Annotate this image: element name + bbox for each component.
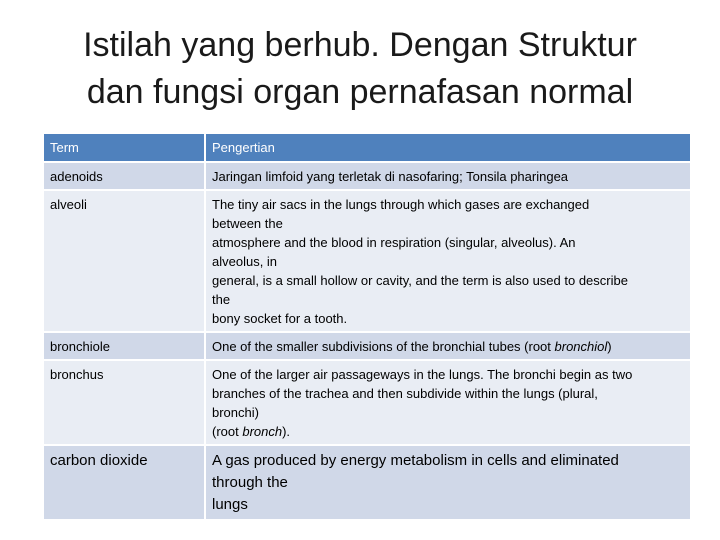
term-cell: carbon dioxide: [43, 445, 205, 520]
definition-line: general, is a small hollow or cavity, and the term is also used to describe: [212, 273, 628, 288]
term-cell: alveoli: [43, 190, 205, 332]
definition-line: bony socket for a tooth.: [212, 311, 348, 326]
slide-title-line-2: dan fungsi organ pernafasan normal: [86, 73, 634, 111]
definition-line: Jaringan limfoid yang terletak di nasofaring; Tonsila pharingea: [212, 169, 569, 184]
definition-root-italic: bronchiol: [554, 339, 608, 354]
definition-line: bronchi): [212, 405, 259, 420]
terms-table: [42, 132, 692, 521]
definition-line: [212, 422, 684, 441]
definition-line: alveolus, in: [212, 254, 278, 269]
header-term: Term: [43, 133, 205, 162]
definition-line: One of the larger air passageways in the lungs. The bronchi begin as two: [212, 367, 633, 382]
definition-cell: [205, 332, 691, 360]
definition-cell: [205, 162, 691, 190]
definition-suffix: ).: [282, 424, 291, 439]
definition-line: branches of the trachea and then subdivide within the lungs (plural,: [212, 386, 598, 401]
definition-line: [212, 337, 684, 356]
definition-line: atmosphere and the blood in respiration (singular, alveolus). An: [212, 235, 576, 250]
table-header-row: [43, 133, 691, 162]
table-row-adenoids: [43, 162, 691, 190]
definition-prefix: (root: [212, 424, 243, 439]
term-cell: bronchus: [43, 360, 205, 445]
definition-cell: [205, 190, 691, 332]
table-row-bronchiole: [43, 332, 691, 360]
definition-text: One of the smaller subdivisions of the bronchial tubes (root: [212, 339, 555, 354]
definition-root-italic: bronch: [242, 424, 283, 439]
slide-title-line-1: Istilah yang berhub. Dengan Struktur: [83, 26, 637, 64]
table-row-alveoli: [43, 190, 691, 332]
definition-cell: [205, 360, 691, 445]
table-row-bronchus: [43, 360, 691, 445]
term-cell: bronchiole: [43, 332, 205, 360]
definition-line: The tiny air sacs in the lungs through which gases are exchanged: [212, 197, 590, 212]
definition-line: between the: [212, 216, 283, 231]
definition-line: through the: [212, 474, 288, 491]
definition-suffix: ): [607, 339, 612, 354]
definition-cell: [205, 445, 691, 520]
header-definition: Pengertian: [205, 133, 691, 162]
definition-line: lungs: [212, 496, 248, 513]
term-cell: adenoids: [43, 162, 205, 190]
slide-title: [20, 22, 700, 116]
definition-line: the: [212, 292, 231, 307]
definition-line: A gas produced by energy metabolism in cells and eliminated: [212, 452, 619, 469]
table-row-carbon-dioxide: [43, 445, 691, 520]
